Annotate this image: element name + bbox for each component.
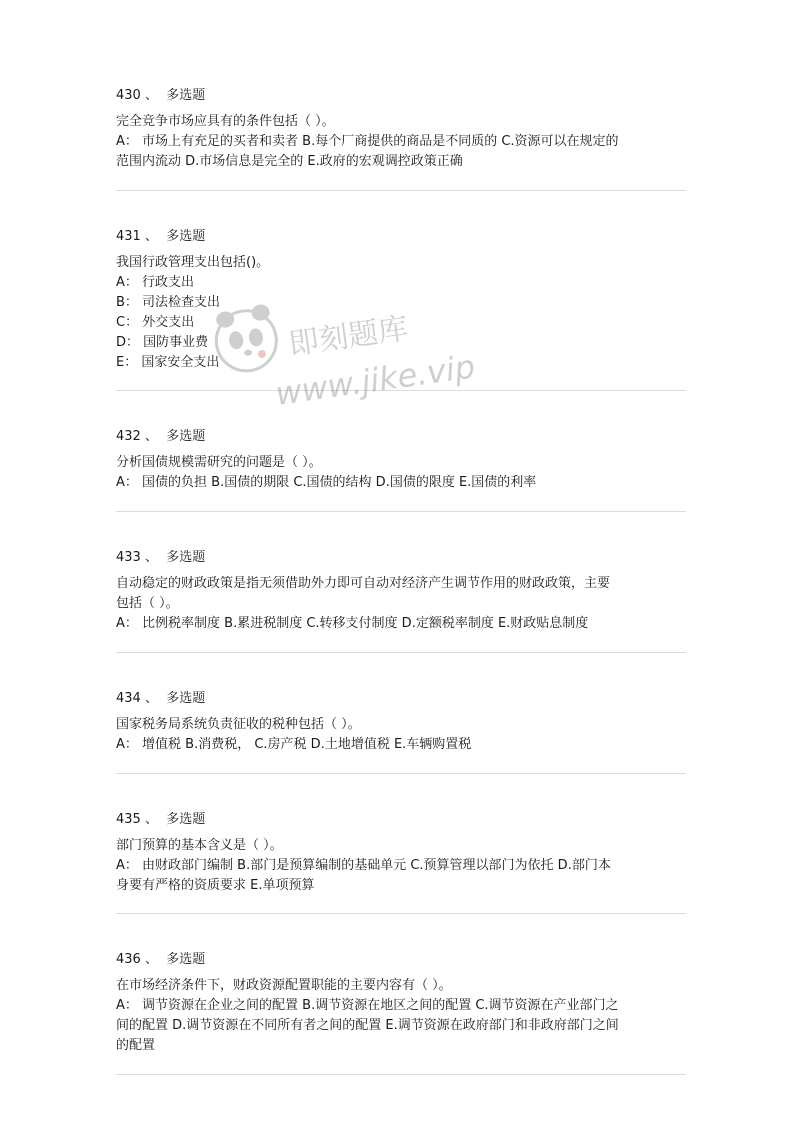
- question-options: A： 市场上有充足的买者和卖者 B.每个厂商提供的商品是不同质的 C.资源可以在规定的: [116, 134, 619, 149]
- question-divider: [116, 190, 686, 191]
- question-433: [116, 548, 686, 634]
- question-type: 多选题: [166, 812, 206, 827]
- question-header: [116, 810, 686, 830]
- question-430: [116, 86, 686, 172]
- question-separator: 、: [144, 691, 158, 706]
- question-options: 范围内流动 D.市场信息是完全的 E.政府的宏观调控政策正确: [116, 154, 463, 169]
- question-number: 432: [116, 429, 141, 444]
- watermark-brand: 即刻题库: [286, 311, 411, 363]
- option-c: C： 外交支出: [116, 315, 195, 330]
- question-header: [116, 86, 686, 106]
- question-435: [116, 810, 686, 896]
- question-options: A： 增值税 B.消费税， C.房产税 D.土地增值税 E.车辆购置税: [116, 737, 472, 752]
- question-stem: 在市场经济条件下，财政资源配置职能的主要内容有（ ）。: [116, 978, 452, 993]
- question-431: [116, 227, 686, 373]
- question-divider: [116, 1074, 686, 1075]
- watermark-url: www.jike.vip: [273, 347, 478, 413]
- question-header: [116, 689, 686, 709]
- question-divider: [116, 652, 686, 653]
- question-options: A： 调节资源在企业之间的配置 B.调节资源在地区之间的配置 C.调节资源在产业部门之: [116, 998, 619, 1013]
- question-stem: 部门预算的基本含义是（ ）。: [116, 838, 283, 853]
- question-separator: 、: [144, 952, 158, 967]
- option-b: B： 司法检查支出: [116, 295, 221, 310]
- question-type: 多选题: [166, 952, 206, 967]
- question-type: 多选题: [166, 88, 206, 103]
- option-d: D： 国防事业费: [116, 335, 209, 350]
- question-header: [116, 227, 686, 247]
- question-number: 435: [116, 812, 141, 827]
- question-stem: 自动稳定的财政政策是指无须借助外力即可自动对经济产生调节作用的财政政策，主要: [116, 576, 611, 591]
- question-options: 的配置: [116, 1038, 156, 1053]
- option-a: A： 行政支出: [116, 275, 195, 290]
- question-number: 433: [116, 550, 141, 565]
- question-options: A： 国债的负担 B.国债的期限 C.国债的结构 D.国债的限度 E.国债的利率: [116, 475, 537, 490]
- question-options: 间的配置 D.调节资源在不同所有者之间的配置 E.调节资源在政府部门和非政府部门之间: [116, 1018, 619, 1033]
- question-separator: 、: [144, 88, 158, 103]
- option-e: E： 国家安全支出: [116, 355, 220, 370]
- question-separator: 、: [144, 429, 158, 444]
- question-divider: [116, 511, 686, 512]
- question-separator: 、: [144, 229, 158, 244]
- question-432: [116, 427, 686, 493]
- question-number: 430: [116, 88, 141, 103]
- question-stem: 我国行政管理支出包括()。: [116, 255, 270, 270]
- question-separator: 、: [144, 550, 158, 565]
- question-divider: [116, 390, 686, 391]
- question-options: A： 由财政部门编制 B.部门是预算编制的基础单元 C.预算管理以部门为依托 D.部门本: [116, 858, 611, 873]
- question-options: 身要有严格的资质要求 E.单项预算: [116, 878, 315, 893]
- question-type: 多选题: [166, 229, 206, 244]
- question-number: 436: [116, 952, 141, 967]
- question-header: [116, 548, 686, 568]
- question-number: 434: [116, 691, 141, 706]
- question-stem-continued: 包括（ ）。: [116, 596, 179, 611]
- question-stem: 完全竞争市场应具有的条件包括（ ）。: [116, 114, 335, 129]
- question-type: 多选题: [166, 550, 206, 565]
- question-divider: [116, 913, 686, 914]
- question-type: 多选题: [166, 429, 206, 444]
- question-type: 多选题: [166, 691, 206, 706]
- question-header: [116, 427, 686, 447]
- question-options: A： 比例税率制度 B.累进税制度 C.转移支付制度 D.定额税率制度 E.财政贴息制度: [116, 616, 589, 631]
- question-divider: [116, 773, 686, 774]
- question-number: 431: [116, 229, 141, 244]
- question-434: [116, 689, 686, 755]
- question-stem: 分析国债规模需研究的问题是（ ）。: [116, 455, 322, 470]
- question-separator: 、: [144, 812, 158, 827]
- question-stem: 国家税务局系统负责征收的税种包括（ ）。: [116, 717, 361, 732]
- question-436: [116, 950, 686, 1056]
- question-header: [116, 950, 686, 970]
